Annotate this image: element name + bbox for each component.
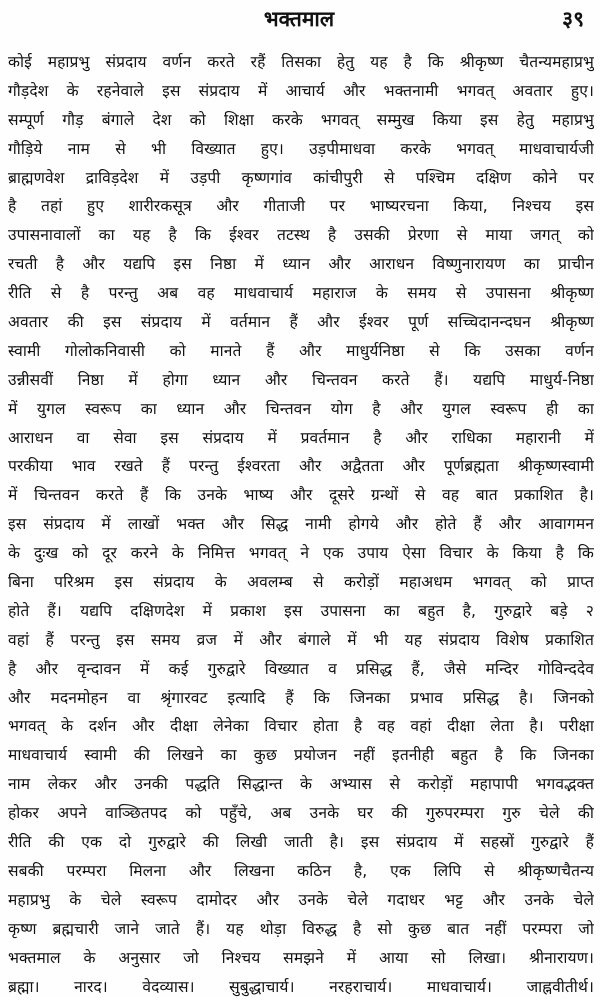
text-line: परकीया भाव रखते हैं परन्तु ईश्वरता और अद्वैतता और पूर्णब्रह्मता श्रीकृष्णस्वामी: [8, 452, 594, 481]
text-line: रीति की एक दो गुरुद्वारे की लिखी जाती है। इस संप्रदाय में सहस्रों गुरुद्वारे हैं: [8, 828, 594, 857]
text-line: इस संप्रदाय में लाखों भक्त और सिद्ध नामी होगये और होते हैं और आवागमन: [8, 510, 594, 539]
text-line: आराधन वा सेवा इस संप्रदाय में प्रवर्तमान है और राधिका महारानी में: [8, 424, 594, 453]
text-line: उन्नीसवीं निष्ठा में होगा ध्यान और चिन्तवन करते हैं। यद्यपि माधुर्य-निष्ठा: [8, 366, 594, 395]
text-line: होकर अपने वाञ्छितपद को पहुँचे, अब उनके घर की गुरुपरम्परा गुरु चेले की: [8, 799, 594, 828]
text-line: में युगल स्वरूप का ध्यान और चिन्तवन योग है और युगल स्वरूप ही का: [8, 395, 594, 424]
text-line: उपासनावालों का यह है कि ईश्वर तटस्थ है उसकी प्रेरणा से माया जगत् को: [8, 221, 594, 250]
text-line: कृष्ण ब्रह्मचारी जाने जाते हैं। यह थोड़ा विरुद्ध है सो कुछ बात नहीं परम्परा जो: [8, 915, 594, 944]
body-text: [8, 48, 594, 1001]
text-line: नाम लेकर और उनकी पद्धति सिद्धान्त के अभ्यास से करोड़ों महापापी भगवद्भक्त: [8, 770, 594, 799]
text-line: में चिन्तवन करते हैं कि उनके भाष्य और दूसरे ग्रन्थों से वह बात प्रकाशित है।: [8, 481, 594, 510]
running-title: भक्तमाल: [10, 4, 588, 34]
text-line: स्वामी गोलोकनिवासी को मानते हैं और माधुर्यनिष्ठा से कि उसका वर्णन: [8, 337, 594, 366]
text-line: गौड़िये नाम से भी विख्यात हुए। उड़पीमाधवा करके भगवत् माधवाचार्यजी: [8, 135, 594, 164]
page-number: ३९: [562, 4, 584, 34]
text-line: है और वृन्दावन में कई गुरुद्वारे विख्यात व प्रसिद्ध हैं, जैसे मन्दिर गोविन्ददेव: [8, 655, 594, 684]
text-line: होते हैं। यद्यपि दक्षिणदेश में प्रकाश इस उपासना का बहुत है, गुरुद्वारे बड़े २: [8, 597, 594, 626]
text-line: बिना परिश्रम इस संप्रदाय के अवलम्ब से करोड़ों महाअधम भगवत् को प्राप्त: [8, 568, 594, 597]
text-line: ब्रह्मा। नारद। वेदव्यास। सुबुद्धाचार्य। नरहराचार्य। माधवाचार्य। जाह्नवीतीर्थ।: [8, 973, 594, 1001]
text-line: अवतार की इस संप्रदाय में वर्तमान हैं और ईश्वर पूर्ण सच्चिदानन्दघन श्रीकृष्ण: [8, 308, 594, 337]
text-line: के दुःख को दूर करने के निमित्त भगवत् ने एक उपाय ऐसा विचार के किया है कि: [8, 539, 594, 568]
text-line: गौड़देश के रहनेवाले इस संप्रदाय में आचार्य और भक्तनामी भगवत् अवतार हुए।: [8, 77, 594, 106]
text-line: वहां हैं परन्तु इस समय व्रज में और बंगाले में भी यह संप्रदाय विशेष प्रकाशित: [8, 626, 594, 655]
text-line: सम्पूर्ण गौड़ बंगाले देश को शिक्षा करके भगवत् सम्मुख किया इस हेतु महाप्रभु: [8, 106, 594, 135]
text-line: भगवत् के दर्शन और दीक्षा लेनेका विचार होता है वह वहां दीक्षा लेता है। परीक्षा: [8, 712, 594, 741]
page-header: [10, 4, 588, 34]
text-line: और मदनमोहन वा श्रृंगारवट इत्यादि हैं कि जिनका प्रभाव प्रसिद्ध है। जिनको: [8, 684, 594, 713]
text-line: रचती है और यद्यपि इस निष्ठा में ध्यान और आराधन विष्णुनारायण का प्राचीन: [8, 250, 594, 279]
text-line: महाप्रभु के चेले स्वरूप दामोदर और उनके चेले गदाधर भट्ट और उनके चेले: [8, 886, 594, 915]
text-line: माधवाचार्य स्वामी की लिखने का कुछ प्रयोजन नहीं इतनीही बहुत है कि जिनका: [8, 741, 594, 770]
text-line: कोई महाप्रभु संप्रदाय वर्णन करते रहैं तिसका हेतु यह है कि श्रीकृष्ण चैतन्यमहाप्रभु: [8, 48, 594, 77]
text-line: रीति से है परन्तु अब वह माधवाचार्य महाराज के समय से उपासना श्रीकृष्ण: [8, 279, 594, 308]
text-line: भक्तमाल के अनुसार जो निश्चय समझने में आया सो लिखा। श्रीनारायण।: [8, 944, 594, 973]
text-line: ब्राह्मणवेश द्राविड़देश में उड़पी कृष्णगांव कांचीपुरी से पश्चिम दक्षिण कोने पर: [8, 164, 594, 193]
text-line: है तहां हुए शारीरकसूत्र और गीताजी पर भाष्यरचना किया, निश्चय इस: [8, 192, 594, 221]
text-line: सबकी परम्परा मिलना और लिखना कठिन है, एक लिपि से श्रीकृष्णचैतन्य: [8, 857, 594, 886]
